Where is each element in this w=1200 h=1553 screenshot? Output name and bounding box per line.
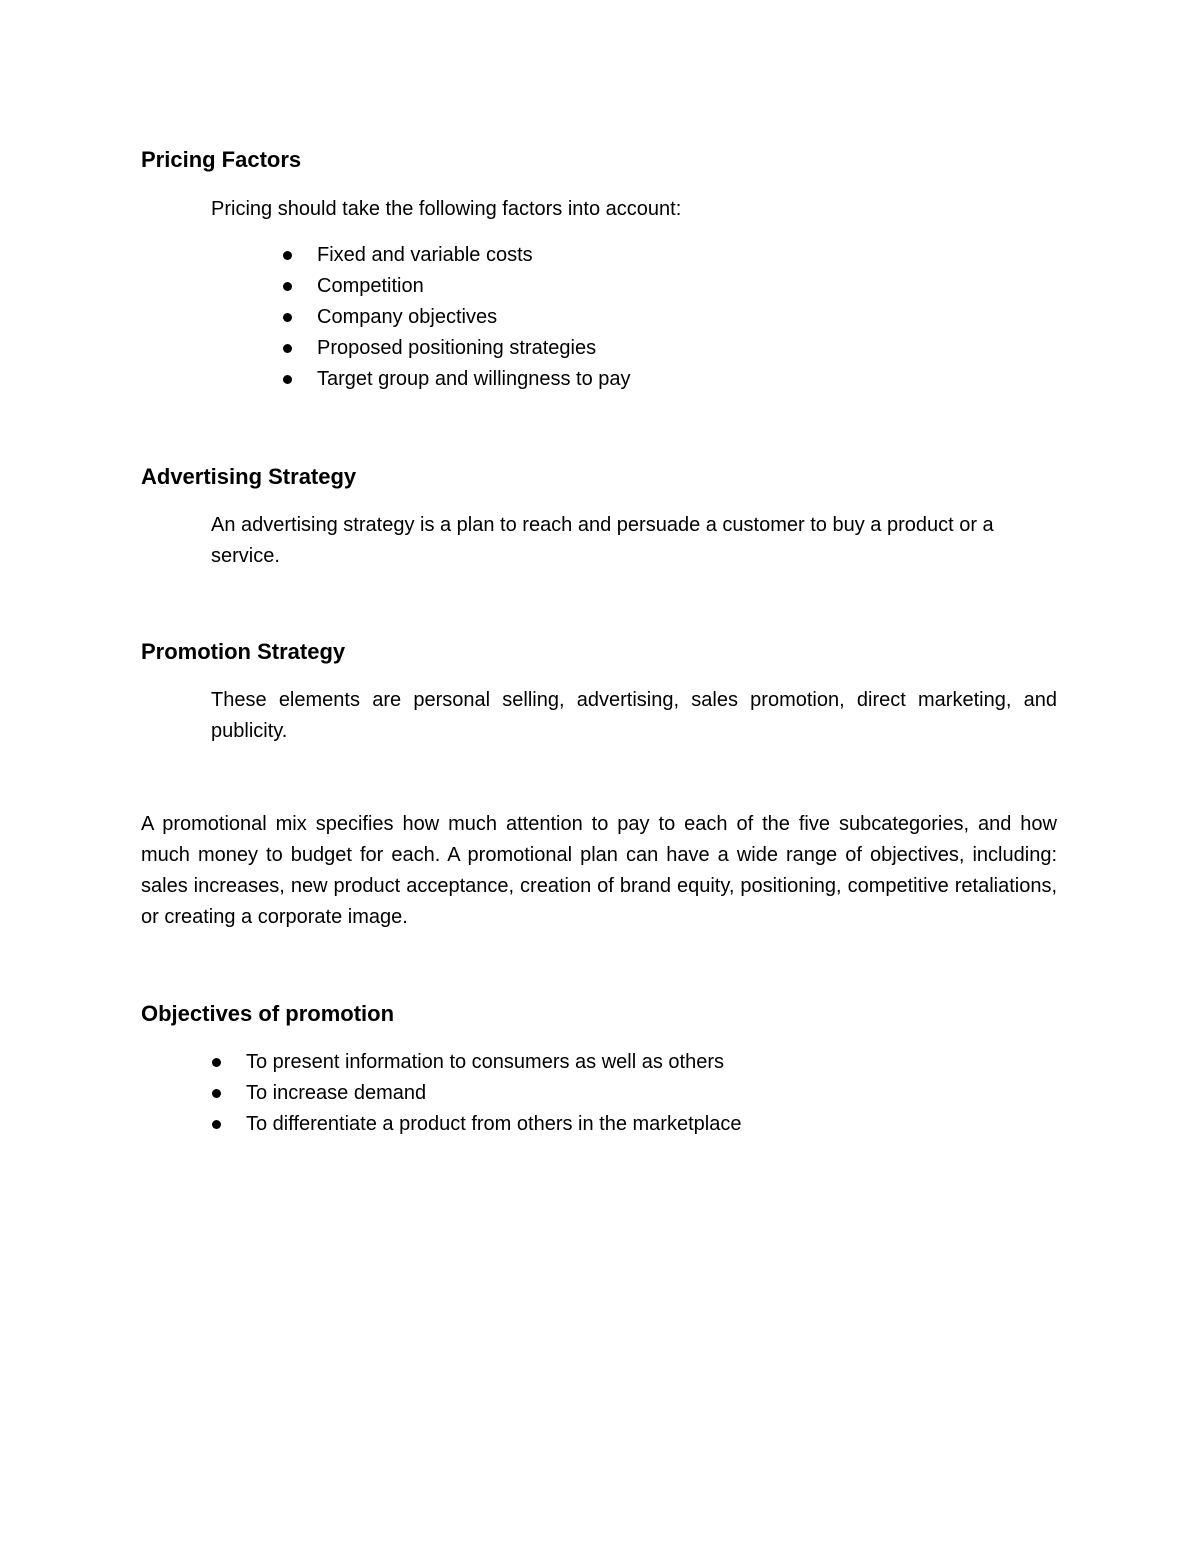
advertising-strategy-heading: Advertising Strategy — [141, 464, 357, 489]
promotional-mix-paragraph: A promotional mix specifies how much attention to pay to each of the five subcategories, and how much money to budget for each. A promotional plan can have a wide range of objectives, including: sales increases, new product acceptance, creation of brand equity, positioning, competitive retaliations, or creating a corporate image. — [141, 813, 1057, 928]
bullet-icon — [283, 282, 292, 291]
list-item: To differentiate a product from others in the marketplace — [212, 1109, 741, 1140]
bullet-icon — [283, 344, 292, 353]
pricing-intro-text: Pricing should take the following factors into account: — [211, 198, 682, 220]
list-item: Fixed and variable costs — [283, 240, 631, 271]
list-item: Company objectives — [283, 302, 631, 333]
bullet-icon — [283, 375, 292, 384]
pricing-factors-heading: Pricing Factors — [141, 147, 302, 172]
list-item: Proposed positioning strategies — [283, 333, 631, 364]
advertising-strategy-text: An advertising strategy is a plan to reach and persuade a customer to buy a product or a service. — [211, 514, 994, 567]
list-item: Target group and willingness to pay — [283, 364, 631, 395]
bullet-icon — [283, 251, 292, 260]
pricing-factors-list — [283, 240, 631, 395]
list-item: To present information to consumers as well as others — [212, 1047, 741, 1078]
bullet-icon — [212, 1089, 221, 1098]
objectives-list — [212, 1047, 741, 1140]
bullet-icon — [212, 1120, 221, 1129]
list-item: Competition — [283, 271, 631, 302]
list-item: To increase demand — [212, 1078, 741, 1109]
bullet-icon — [283, 313, 292, 322]
bullet-icon — [212, 1058, 221, 1067]
objectives-of-promotion-heading: Objectives of promotion — [141, 1001, 395, 1026]
promotion-strategy-heading: Promotion Strategy — [141, 639, 346, 664]
promotion-strategy-text: These elements are personal selling, advertising, sales promotion, direct marketing, and publicity. — [211, 689, 1057, 742]
